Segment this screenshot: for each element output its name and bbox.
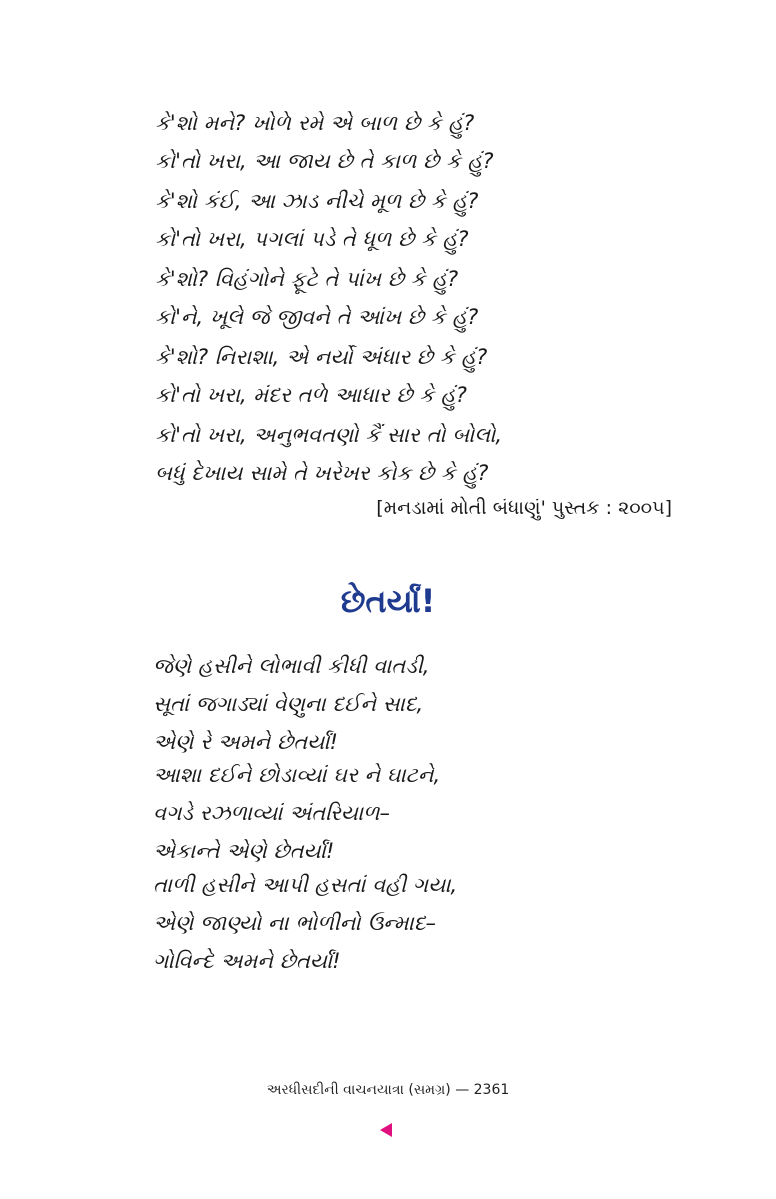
page-footer (0, 1082, 776, 1098)
poem-line: જેણે હસીને લોભાવી કીધી વાતડી, (153, 654, 430, 678)
poem1-stanza-2 (155, 182, 478, 258)
poem-line: આશા દઈને છોડાવ્યાં ઘર ને ઘાટને, (153, 763, 441, 787)
poem-line: વગડે રઝળાવ્યાં અંતરિયાળ– (153, 801, 391, 825)
poem-line: ગોવિન્દે અમને છેતર્યાં! (153, 949, 341, 973)
poem-line: કે'શો મને? ખોળે રમે એ બાળ છે કે હું? (155, 111, 475, 135)
poem-line: એણે જાણ્યો ના ભોળીનો ઉન્માદ– (153, 911, 436, 935)
poem-line: કો'તો ખરા, મંદર તળે આધાર છે કે હું? (155, 383, 467, 407)
poem-line: સૂતાં જગાડ્યાં વેણુના દઈને સાદ, (153, 692, 424, 716)
footer-separator: — (455, 1082, 470, 1098)
poem1-stanza-1 (155, 104, 494, 180)
poem-line: કો'તો ખરા, પગલાં પડે તે ધૂળ છે કે હું? (155, 227, 469, 251)
poem2-stanza-1 (153, 647, 429, 761)
poem-line: કે'શો? નિરાશા, એ નર્યો અંધાર છે કે હું? (155, 345, 488, 369)
poem1-stanza-5 (155, 416, 502, 492)
poem-line: તાળી હસીને આપી હસતાં વહી ગયા, (153, 873, 458, 897)
poem2-stanza-2 (153, 756, 440, 870)
book-title: અરધીસદીની વાચનયાત્રા (સમગ્ર) (266, 1082, 451, 1098)
poem1-stanza-4 (155, 338, 487, 414)
poem-line: એણે રે અમને છેતર્યાં! (153, 730, 338, 754)
poem-line: કે'શો કંઈ, આ ઝાડ નીચે મૂળ છે કે હું? (155, 189, 479, 213)
poem-title: છેતર્યાં! (340, 582, 436, 620)
poem-line: કે'શો? વિહંગોને ફૂટે તે પાંખ છે કે હું? (155, 267, 459, 291)
poem-line: કો'ને, ખૂલે જે જીવને તે આંખ છે કે હું? (155, 305, 479, 329)
previous-page-arrow-icon[interactable] (380, 1123, 392, 1137)
poem-line: બધું દેખાય સામે તે ખરેખર કોક છે કે હું? (155, 461, 489, 485)
poem2-stanza-3 (153, 866, 457, 980)
poem1-stanza-3 (155, 260, 478, 336)
poem-line: એકાન્તે એણે છેતર્યાં! (153, 839, 335, 863)
page-number: 2361 (473, 1082, 510, 1098)
source-citation: [મનડામાં મોતી બંધાણું' પુસ્તક : ૨૦૦૫] (376, 497, 672, 519)
poem-line: કો'તો ખરા, અનુભવતણો કૈં સાર તો બોલો, (155, 423, 503, 447)
poem-line: કો'તો ખરા, આ જાય છે તે કાળ છે કે હું? (155, 149, 494, 173)
